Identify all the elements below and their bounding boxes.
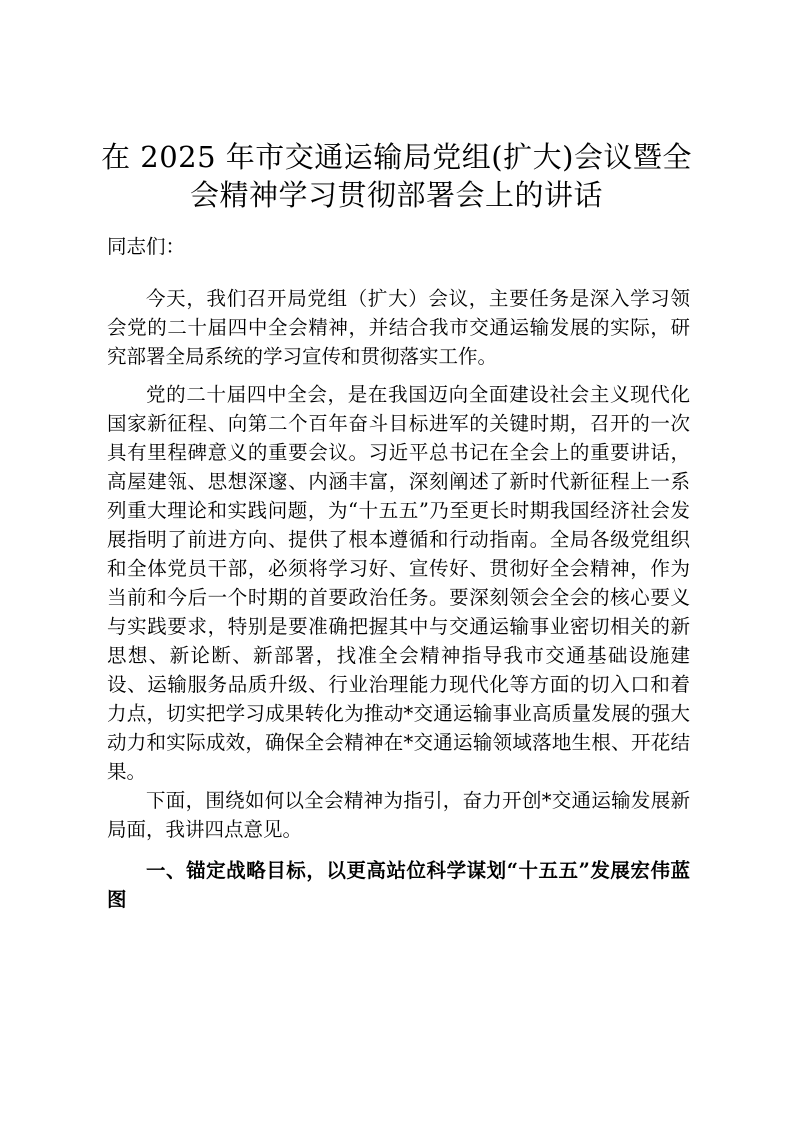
document-title: 在 2025 年市交通运输局党组(扩大)会议暨全会精神学习贯彻部署会上的讲话 [101, 140, 692, 212]
salutation: 同志们： [107, 235, 186, 258]
paragraph-outline: 下面，围绕如何以全会精神为指引，奋力开创*交通运输发展新局面，我讲四点意见。 [107, 789, 690, 841]
paragraph-opening: 今天，我们召开局党组（扩大）会议，主要任务是深入学习领会党的二十届四中全会精神，并结合我市交通运输发展的实际，研究部署全局系统的学习宣传和贯彻落实工作。 [107, 287, 690, 368]
paragraph-plenum-significance: 党的二十届四中全会，是在我国迈向全面建设社会主义现代化国家新征程、向第二个百年奋斗目标进军的关键时期，召开的一次具有里程碑意义的重要会议。习近平总书记在全会上的重要讲话，高屋建瓴、思想深邃、内涵丰富，深刻阐述了新时代新征程上一系列重大理论和实践问题，为“十五五”乃至更长时期我国经济社会发展指明了前进方向、提供了根本遵循和行动指南。全局各级党组织和全体党员干部，必须将学习好、宣传好、贯彻好全会精神，作为当前和今后一个时期的首要政治任务。要深刻领会全会的核心要义与实践要求，特别是要准确把握其中与交通运输事业密切相关的新思想、新论断、新部署，找准全会精神指导我市交通基础设施建设、运输服务品质升级、行业治理能力现代化等方面的切入口和着力点，切实把学习成果转化为推动*交通运输事业高质量发展的强大动力和实际成效，确保全会精神在*交通运输领域落地生根、开花结果。 [107, 383, 690, 783]
section-heading-one: 一、锚定战略目标，以更高站位科学谋划“十五五”发展宏伟蓝图 [107, 859, 690, 911]
